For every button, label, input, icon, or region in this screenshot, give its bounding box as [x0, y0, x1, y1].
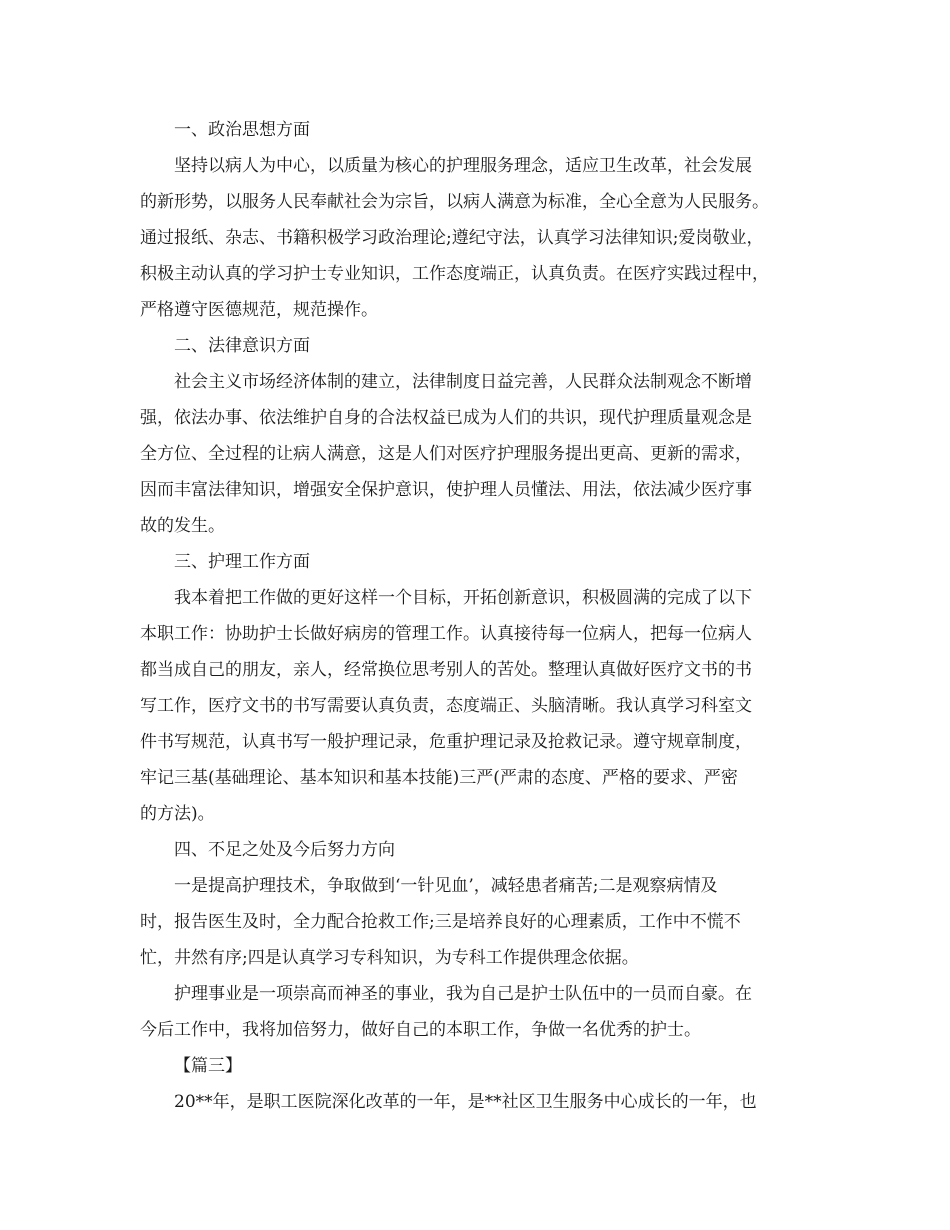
document-body	[140, 112, 820, 1120]
paragraph-line: 今后工作中，我将加倍努力，做好自己的本职工作，争做一名优秀的护士。	[140, 1020, 701, 1040]
paragraph-line: 全方位、全过程的让病人满意，这是人们对医疗护理服务提出更高、更新的需求，	[140, 444, 752, 464]
section-heading-part-three: 【篇三】	[174, 1056, 242, 1076]
paragraph-line: 积极主动认真的学习护士专业知识，工作态度端正，认真负责。在医疗实践过程中，	[140, 264, 769, 284]
paragraph-line: 因而丰富法律知识，增强安全保护意识，使护理人员懂法、用法，依法减少医疗事	[140, 480, 752, 500]
paragraph-line: 坚持以病人为中心，以质量为核心的护理服务理念，适应卫生改革，社会发展	[174, 156, 752, 176]
paragraph-line: 写工作，医疗文书的书写需要认真负责，态度端正、头脑清晰。我认真学习科室文	[140, 696, 752, 716]
heading-shortcomings: 四、不足之处及今后努力方向	[174, 840, 395, 860]
paragraph-line: 严格遵守医德规范，规范操作。	[140, 300, 378, 320]
paragraph-line: 忙，井然有序;四是认真学习专科知识，为专科工作提供理念依据。	[140, 948, 639, 968]
heading-legal: 二、法律意识方面	[174, 336, 310, 356]
paragraph-line: 通过报纸、杂志、书籍积极学习政治理论;遵纪守法，认真学习法律知识;爱岗敬业，	[140, 228, 764, 248]
paragraph-line: 20**年，是职工医院深化改革的一年，是**社区卫生服务中心成长的一年，也	[174, 1092, 757, 1112]
paragraph-line: 牢记三基(基础理论、基本知识和基本技能)三严(严肃的态度、严格的要求、严密	[140, 768, 738, 788]
paragraph-line: 时，报告医生及时，全力配合抢救工作;三是培养良好的心理素质，工作中不慌不	[140, 912, 741, 932]
paragraph-line: 护理事业是一项崇高而神圣的事业，我为自己是护士队伍中的一员而自豪。在	[174, 984, 752, 1004]
heading-nursing-work: 三、护理工作方面	[174, 552, 310, 572]
paragraph-line: 我本着把工作做的更好这样一个目标，开拓创新意识，积极圆满的完成了以下	[174, 588, 752, 608]
paragraph-line: 故的发生。	[140, 516, 225, 536]
paragraph-line: 的新形势，以服务人民奉献社会为宗旨，以病人满意为标准，全心全意为人民服务。	[140, 192, 769, 212]
paragraph-line: 本职工作：协助护士长做好病房的管理工作。认真接待每一位病人，把每一位病人	[140, 624, 752, 644]
paragraph-line: 强，依法办事、依法维护自身的合法权益已成为人们的共识，现代护理质量观念是	[140, 408, 752, 428]
paragraph-line: 的方法)。	[140, 804, 215, 824]
paragraph-line: 一是提高护理技术，争取做到‘一针见血’，减轻患者痛苦;二是观察病情及	[174, 876, 718, 896]
heading-political: 一、政治思想方面	[174, 120, 310, 140]
paragraph-line: 社会主义市场经济体制的建立，法律制度日益完善，人民群众法制观念不断增	[174, 372, 752, 392]
paragraph-line: 件书写规范，认真书写一般护理记录，危重护理记录及抢救记录。遵守规章制度，	[140, 732, 752, 752]
paragraph-line: 都当成自己的朋友，亲人，经常换位思考别人的苦处。整理认真做好医疗文书的书	[140, 660, 752, 680]
